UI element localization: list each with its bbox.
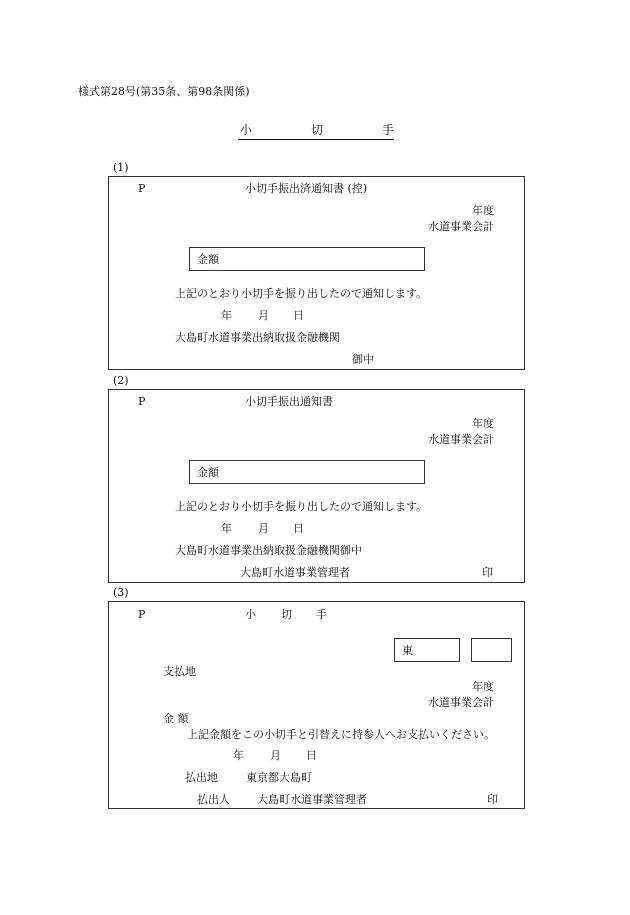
section3-seal: 印	[487, 793, 498, 806]
section3-label: (3)	[113, 586, 129, 599]
section3-date-day: 日	[306, 749, 317, 762]
section3-title-char-3: 手	[316, 608, 327, 621]
section1-bank: 大島町水道事業出納取扱金融機関	[175, 331, 340, 344]
section3-instruction: 上記金額をこの小切手と引替えに持参人へお支払いください。	[187, 728, 495, 741]
section1-date-month: 月	[258, 309, 269, 322]
section2-nendo: 年度	[472, 417, 494, 430]
section3-box	[108, 601, 525, 809]
section2-date-month: 月	[258, 522, 269, 535]
section1-amount-label: 金額	[197, 253, 219, 266]
section3-amount-label: 金 額	[163, 712, 189, 725]
section3-title-char-1: 小	[245, 608, 256, 621]
section1-label: (1)	[113, 161, 129, 174]
section2-box	[108, 389, 525, 583]
section2-account: 水道事業会計	[428, 433, 494, 446]
section3-title-char-2: 切	[281, 608, 292, 621]
section3-p: P	[138, 608, 146, 621]
title-char-1: 小	[240, 123, 253, 137]
section3-issue-place-label: 払出地	[185, 771, 218, 784]
section2-manager: 大島町水道事業管理者	[240, 566, 350, 579]
section1-date-year: 年	[221, 309, 232, 322]
section2-date-year: 年	[221, 522, 232, 535]
section1-account: 水道事業会計	[428, 220, 494, 233]
section2-amount-field[interactable]	[189, 460, 425, 484]
section1-onchu: 御中	[352, 353, 374, 366]
section1-p: P	[138, 182, 146, 195]
section3-payment-place: 支払地	[163, 665, 196, 678]
section2-p: P	[138, 395, 146, 408]
section3-nendo: 年度	[472, 680, 494, 693]
section2-notice: 上記のとおり小切手を振り出したので通知します。	[175, 500, 428, 513]
section3-east: 東	[402, 644, 413, 657]
title-underline	[238, 139, 394, 140]
section3-date-year: 年	[233, 749, 244, 762]
form-number: 様式第28号(第35条、第98条関係)	[78, 85, 250, 98]
section3-issuer: 大島町水道事業管理者	[257, 793, 367, 806]
section1-nendo: 年度	[472, 204, 494, 217]
section2-label: (2)	[113, 374, 129, 387]
section1-date-day: 日	[293, 309, 304, 322]
section3-issue-place: 東京都大島町	[246, 771, 312, 784]
section2-date-day: 日	[293, 522, 304, 535]
section3-blank-field[interactable]	[471, 638, 512, 662]
section3-issuer-label: 払出人	[197, 793, 230, 806]
title-char-2: 切	[311, 123, 324, 137]
section3-account: 水道事業会計	[428, 696, 494, 709]
section2-bank: 大島町水道事業出納取扱金融機関御中	[175, 544, 362, 557]
section1-box	[108, 176, 525, 370]
section2-title: 小切手振出通知書	[245, 395, 333, 408]
section1-title: 小切手振出済通知書 (控)	[245, 182, 368, 195]
section3-date-month: 月	[270, 749, 281, 762]
section1-amount-field[interactable]	[189, 247, 425, 271]
section3-east-field[interactable]	[394, 638, 460, 662]
section2-seal: 印	[482, 566, 493, 579]
section2-amount-label: 金額	[197, 466, 219, 479]
title-char-3: 手	[382, 123, 395, 137]
section1-notice: 上記のとおり小切手を振り出したので通知します。	[175, 287, 428, 300]
